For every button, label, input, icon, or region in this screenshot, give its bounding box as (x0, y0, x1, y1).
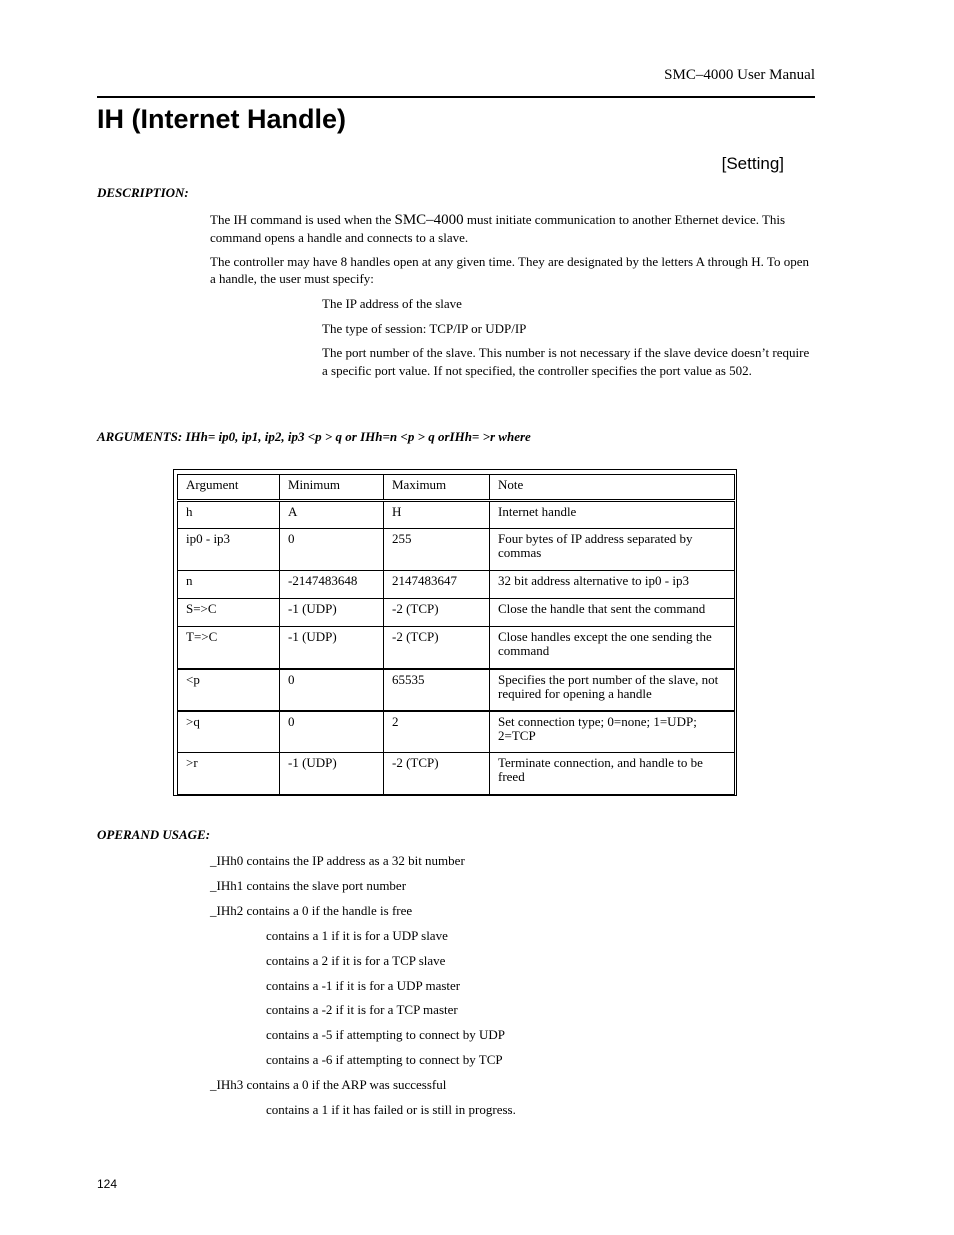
table-cell: 65535 (384, 669, 490, 711)
table-row (178, 753, 735, 795)
usage-line: _IHh0 contains the IP address as a 32 bit number (210, 853, 465, 868)
usage-line: _IHh3 contains a 0 if the ARP was successful (210, 1077, 447, 1092)
table-cell: 0 (280, 529, 384, 571)
usage-line: contains a -5 if attempting to connect by UDP (266, 1027, 506, 1042)
table-cell: >q (178, 711, 280, 753)
table-row (178, 669, 735, 711)
usage-line: contains a 2 if it is for a TCP slave (266, 953, 446, 968)
column-header-argument: Argument (178, 475, 280, 501)
table-cell: 32 bit address alternative to ip0 - ip3 (490, 571, 735, 599)
table-cell: Specifies the port number of the slave, not required for opening a handle (490, 669, 735, 711)
table-cell: -2147483648 (280, 571, 384, 599)
table-row (178, 627, 735, 669)
table-row (178, 571, 735, 599)
table-cell: A (280, 501, 384, 529)
usage-line: contains a -6 if attempting to connect by TCP (266, 1052, 503, 1067)
table-row (178, 711, 735, 753)
description-heading: DESCRIPTION: (97, 185, 189, 200)
table-row (178, 501, 735, 529)
table-cell: ip0 - ip3 (178, 529, 280, 571)
p1-model: SMC–4000 (394, 212, 464, 228)
table-cell: -1 (UDP) (280, 627, 384, 669)
list-item: The port number of the slave. This number is not necessary if the slave device doesn’t require a specific port value. If not specified, the controller specifies the port value as 502. (322, 345, 810, 378)
table-cell: Four bytes of IP address separated by commas (490, 529, 735, 571)
column-header-minimum: Minimum (280, 475, 384, 501)
usage-line: contains a -1 if it is for a UDP master (266, 978, 461, 993)
column-header-maximum: Maximum (384, 475, 490, 501)
table-row (178, 529, 735, 571)
page-number: 124 (97, 1177, 118, 1191)
usage-line: _IHh1 contains the slave port number (210, 878, 407, 893)
list-item: The IP address of the slave (322, 296, 462, 311)
arguments-table (177, 474, 735, 795)
table-cell: h (178, 501, 280, 529)
table-cell: n (178, 571, 280, 599)
description-paragraph-2: The controller may have 8 handles open at any given time. They are designated by the letters A through H. To open a handle, the user must specify: (210, 254, 809, 286)
table-cell: Internet handle (490, 501, 735, 529)
table-cell: -1 (UDP) (280, 599, 384, 627)
table-cell: H (384, 501, 490, 529)
usage-line: contains a 1 if it is for a UDP slave (266, 928, 448, 943)
table-cell: <p (178, 669, 280, 711)
list-item: The type of session: TCP/IP or UDP/IP (322, 321, 527, 336)
description-paragraph-1 (210, 211, 815, 246)
table-cell: Close the handle that sent the command (490, 599, 735, 627)
table-cell: Close handles except the one sending the command (490, 627, 735, 669)
p1-before: The IH command is used when the (210, 212, 395, 227)
table-row (178, 599, 735, 627)
table-cell: >r (178, 753, 280, 795)
table-cell: T=>C (178, 627, 280, 669)
usage-line: contains a -2 if it is for a TCP master (266, 1002, 458, 1017)
table-header-row (178, 475, 735, 501)
p1-after: must initiate communication to another Ethernet device. This command opens a handle and connects to a slave. (210, 212, 786, 245)
header-rule (97, 96, 815, 98)
usage-line: contains a 1 if it has failed or is still in progress. (266, 1102, 516, 1117)
page-title: IH (Internet Handle) (97, 104, 347, 134)
table-cell: S=>C (178, 599, 280, 627)
table-cell: Set connection type; 0=none; 1=UDP; 2=TCP (490, 711, 735, 753)
table-cell: Terminate connection, and handle to be freed (490, 753, 735, 795)
table-cell: 2147483647 (384, 571, 490, 599)
table-cell: 2 (384, 711, 490, 753)
table-cell: 255 (384, 529, 490, 571)
arguments-heading: ARGUMENTS: IHh= ip0, ip1, ip2, ip3 <p > q or IHh=n <p > q orIHh= >r where (97, 429, 531, 444)
table-cell: -2 (TCP) (384, 627, 490, 669)
setting-label: [Setting] (721, 154, 784, 173)
table-cell: 0 (280, 711, 384, 753)
column-header-note: Note (490, 475, 735, 501)
running-header: SMC–4000 User Manual (664, 67, 815, 83)
arguments-table-frame (173, 469, 737, 796)
table-cell: -1 (UDP) (280, 753, 384, 795)
table-cell: -2 (TCP) (384, 753, 490, 795)
usage-line: _IHh2 contains a 0 if the handle is free (210, 903, 413, 918)
table-cell: -2 (TCP) (384, 599, 490, 627)
operand-usage-heading: OPERAND USAGE: (97, 827, 211, 842)
table-cell: 0 (280, 669, 384, 711)
